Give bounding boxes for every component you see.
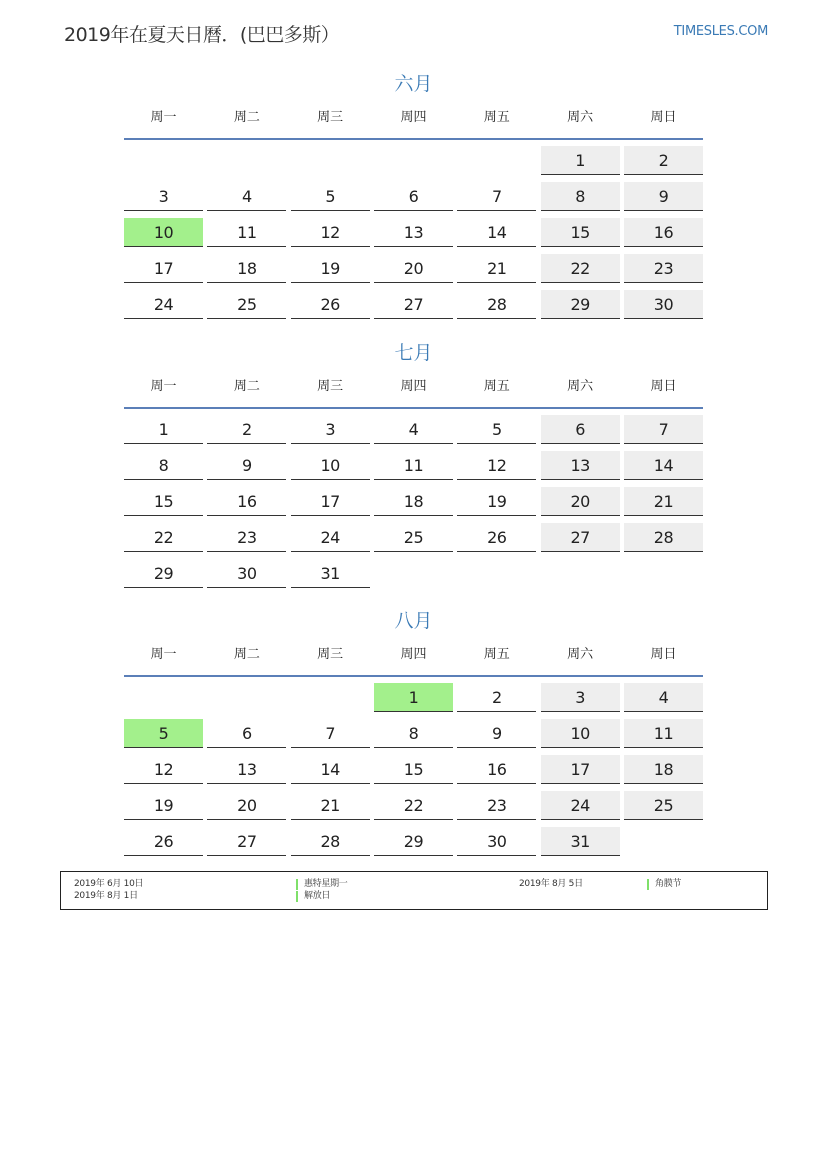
day-cell: 15 [374,755,453,784]
empty-day-cell [374,146,453,175]
day-cell: 24 [124,290,203,319]
day-cell: 29 [374,827,453,856]
day-cell: 17 [124,254,203,283]
day-cell: 29 [124,559,203,588]
day-cell: 21 [291,791,370,820]
day-cell: 8 [124,451,203,480]
day-cell: 22 [124,523,203,552]
day-cell: 5 [291,182,370,211]
day-cell: 30 [207,559,286,588]
day-cell: 28 [291,827,370,856]
day-cell: 4 [624,683,703,712]
empty-day-cell [207,683,286,712]
month-name: 七月 [394,342,433,364]
day-cell: 15 [541,218,620,247]
day-cell: 20 [207,791,286,820]
day-cell: 13 [541,451,620,480]
legend-marker [647,879,649,890]
brand-link[interactable]: TIMESLES.COM [673,24,768,39]
legend-date: 2019年 6月 10日 [74,879,144,889]
day-cell: 27 [207,827,286,856]
day-cell: 22 [374,791,453,820]
weekday-label: 周一 [150,647,177,662]
day-cell: 24 [541,791,620,820]
day-cell: 10 [541,719,620,748]
weekday-label: 周一 [150,110,177,125]
empty-day-cell [124,683,203,712]
day-cell: 18 [624,755,703,784]
day-cell: 14 [291,755,370,784]
weekday-label: 周五 [483,647,510,662]
legend-marker [296,879,298,890]
weekday-label: 周三 [317,110,344,125]
weekday-label: 周六 [567,647,594,662]
day-cell: 9 [624,182,703,211]
empty-day-cell [207,146,286,175]
month-name: 八月 [394,610,433,632]
weekday-label: 周四 [400,647,427,662]
day-cell: 14 [624,451,703,480]
day-cell: 25 [374,523,453,552]
day-cell: 15 [124,487,203,516]
day-grid [124,409,703,595]
legend-date: 2019年 8月 1日 [74,891,138,901]
day-cell: 3 [291,415,370,444]
weekday-header [124,635,703,677]
month-july [124,339,703,595]
weekday-label: 周三 [317,379,344,394]
day-cell: 12 [457,451,536,480]
day-cell: 27 [541,523,620,552]
day-cell: 6 [374,182,453,211]
legend-holiday-name: 角膜节 [655,879,682,889]
day-cell: 13 [374,218,453,247]
day-cell: 1 [541,146,620,175]
month-name: 六月 [394,73,433,95]
day-cell: 29 [541,290,620,319]
day-cell: 6 [207,719,286,748]
day-cell: 31 [291,559,370,588]
month-august [124,607,703,863]
day-cell: 2 [624,146,703,175]
empty-day-cell [291,683,370,712]
day-cell: 23 [624,254,703,283]
weekday-label: 周六 [567,110,594,125]
weekday-header [124,367,703,409]
day-cell: 28 [624,523,703,552]
day-cell: 30 [624,290,703,319]
day-grid [124,140,703,326]
day-cell: 26 [457,523,536,552]
day-cell: 3 [541,683,620,712]
day-cell: 23 [207,523,286,552]
day-cell: 16 [457,755,536,784]
day-cell: 9 [457,719,536,748]
day-cell: 21 [457,254,536,283]
day-cell: 12 [124,755,203,784]
day-cell: 11 [207,218,286,247]
weekday-label: 周二 [233,647,260,662]
day-cell: 4 [374,415,453,444]
day-cell: 2 [457,683,536,712]
weekday-label: 周一 [150,379,177,394]
day-cell: 7 [624,415,703,444]
day-cell: 9 [207,451,286,480]
day-cell: 13 [207,755,286,784]
page-title: 2019年在夏天日曆．(巴巴多斯） [64,24,340,46]
weekday-label: 周六 [567,379,594,394]
day-cell: 25 [624,791,703,820]
month-june [124,70,703,326]
empty-day-cell [291,146,370,175]
legend-marker [296,891,298,902]
day-cell: 7 [457,182,536,211]
empty-day-cell [457,146,536,175]
legend-date: 2019年 8月 5日 [519,879,583,889]
day-cell: 23 [457,791,536,820]
holiday-day-cell: 5 [124,719,203,748]
day-cell: 1 [124,415,203,444]
holiday-day-cell: 1 [374,683,453,712]
day-cell: 18 [374,487,453,516]
holiday-day-cell: 10 [124,218,203,247]
day-cell: 26 [291,290,370,319]
day-cell: 25 [207,290,286,319]
day-cell: 19 [457,487,536,516]
weekday-label: 周五 [483,110,510,125]
weekday-label: 周二 [233,110,260,125]
day-cell: 16 [624,218,703,247]
day-cell: 26 [124,827,203,856]
day-cell: 8 [374,719,453,748]
day-cell: 12 [291,218,370,247]
day-cell: 17 [541,755,620,784]
day-grid [124,677,703,863]
day-cell: 2 [207,415,286,444]
day-cell: 6 [541,415,620,444]
day-cell: 11 [624,719,703,748]
weekday-label: 周四 [400,110,427,125]
day-cell: 20 [374,254,453,283]
day-cell: 30 [457,827,536,856]
day-cell: 11 [374,451,453,480]
weekday-label: 周日 [650,379,677,394]
day-cell: 28 [457,290,536,319]
holiday-legend [60,871,768,910]
day-cell: 10 [291,451,370,480]
day-cell: 19 [291,254,370,283]
weekday-label: 周三 [317,647,344,662]
weekday-label: 周五 [483,379,510,394]
day-cell: 22 [541,254,620,283]
day-cell: 27 [374,290,453,319]
day-cell: 16 [207,487,286,516]
day-cell: 3 [124,182,203,211]
weekday-label: 周四 [400,379,427,394]
day-cell: 24 [291,523,370,552]
day-cell: 8 [541,182,620,211]
day-cell: 18 [207,254,286,283]
day-cell: 19 [124,791,203,820]
day-cell: 4 [207,182,286,211]
legend-holiday-name: 解放日 [304,891,331,901]
weekday-label: 周二 [233,379,260,394]
weekday-label: 周日 [650,110,677,125]
legend-holiday-name: 惠特星期一 [304,879,348,889]
day-cell: 5 [457,415,536,444]
day-cell: 7 [291,719,370,748]
day-cell: 17 [291,487,370,516]
weekday-header [124,98,703,140]
empty-day-cell [124,146,203,175]
day-cell: 20 [541,487,620,516]
day-cell: 21 [624,487,703,516]
day-cell: 31 [541,827,620,856]
day-cell: 14 [457,218,536,247]
weekday-label: 周日 [650,647,677,662]
